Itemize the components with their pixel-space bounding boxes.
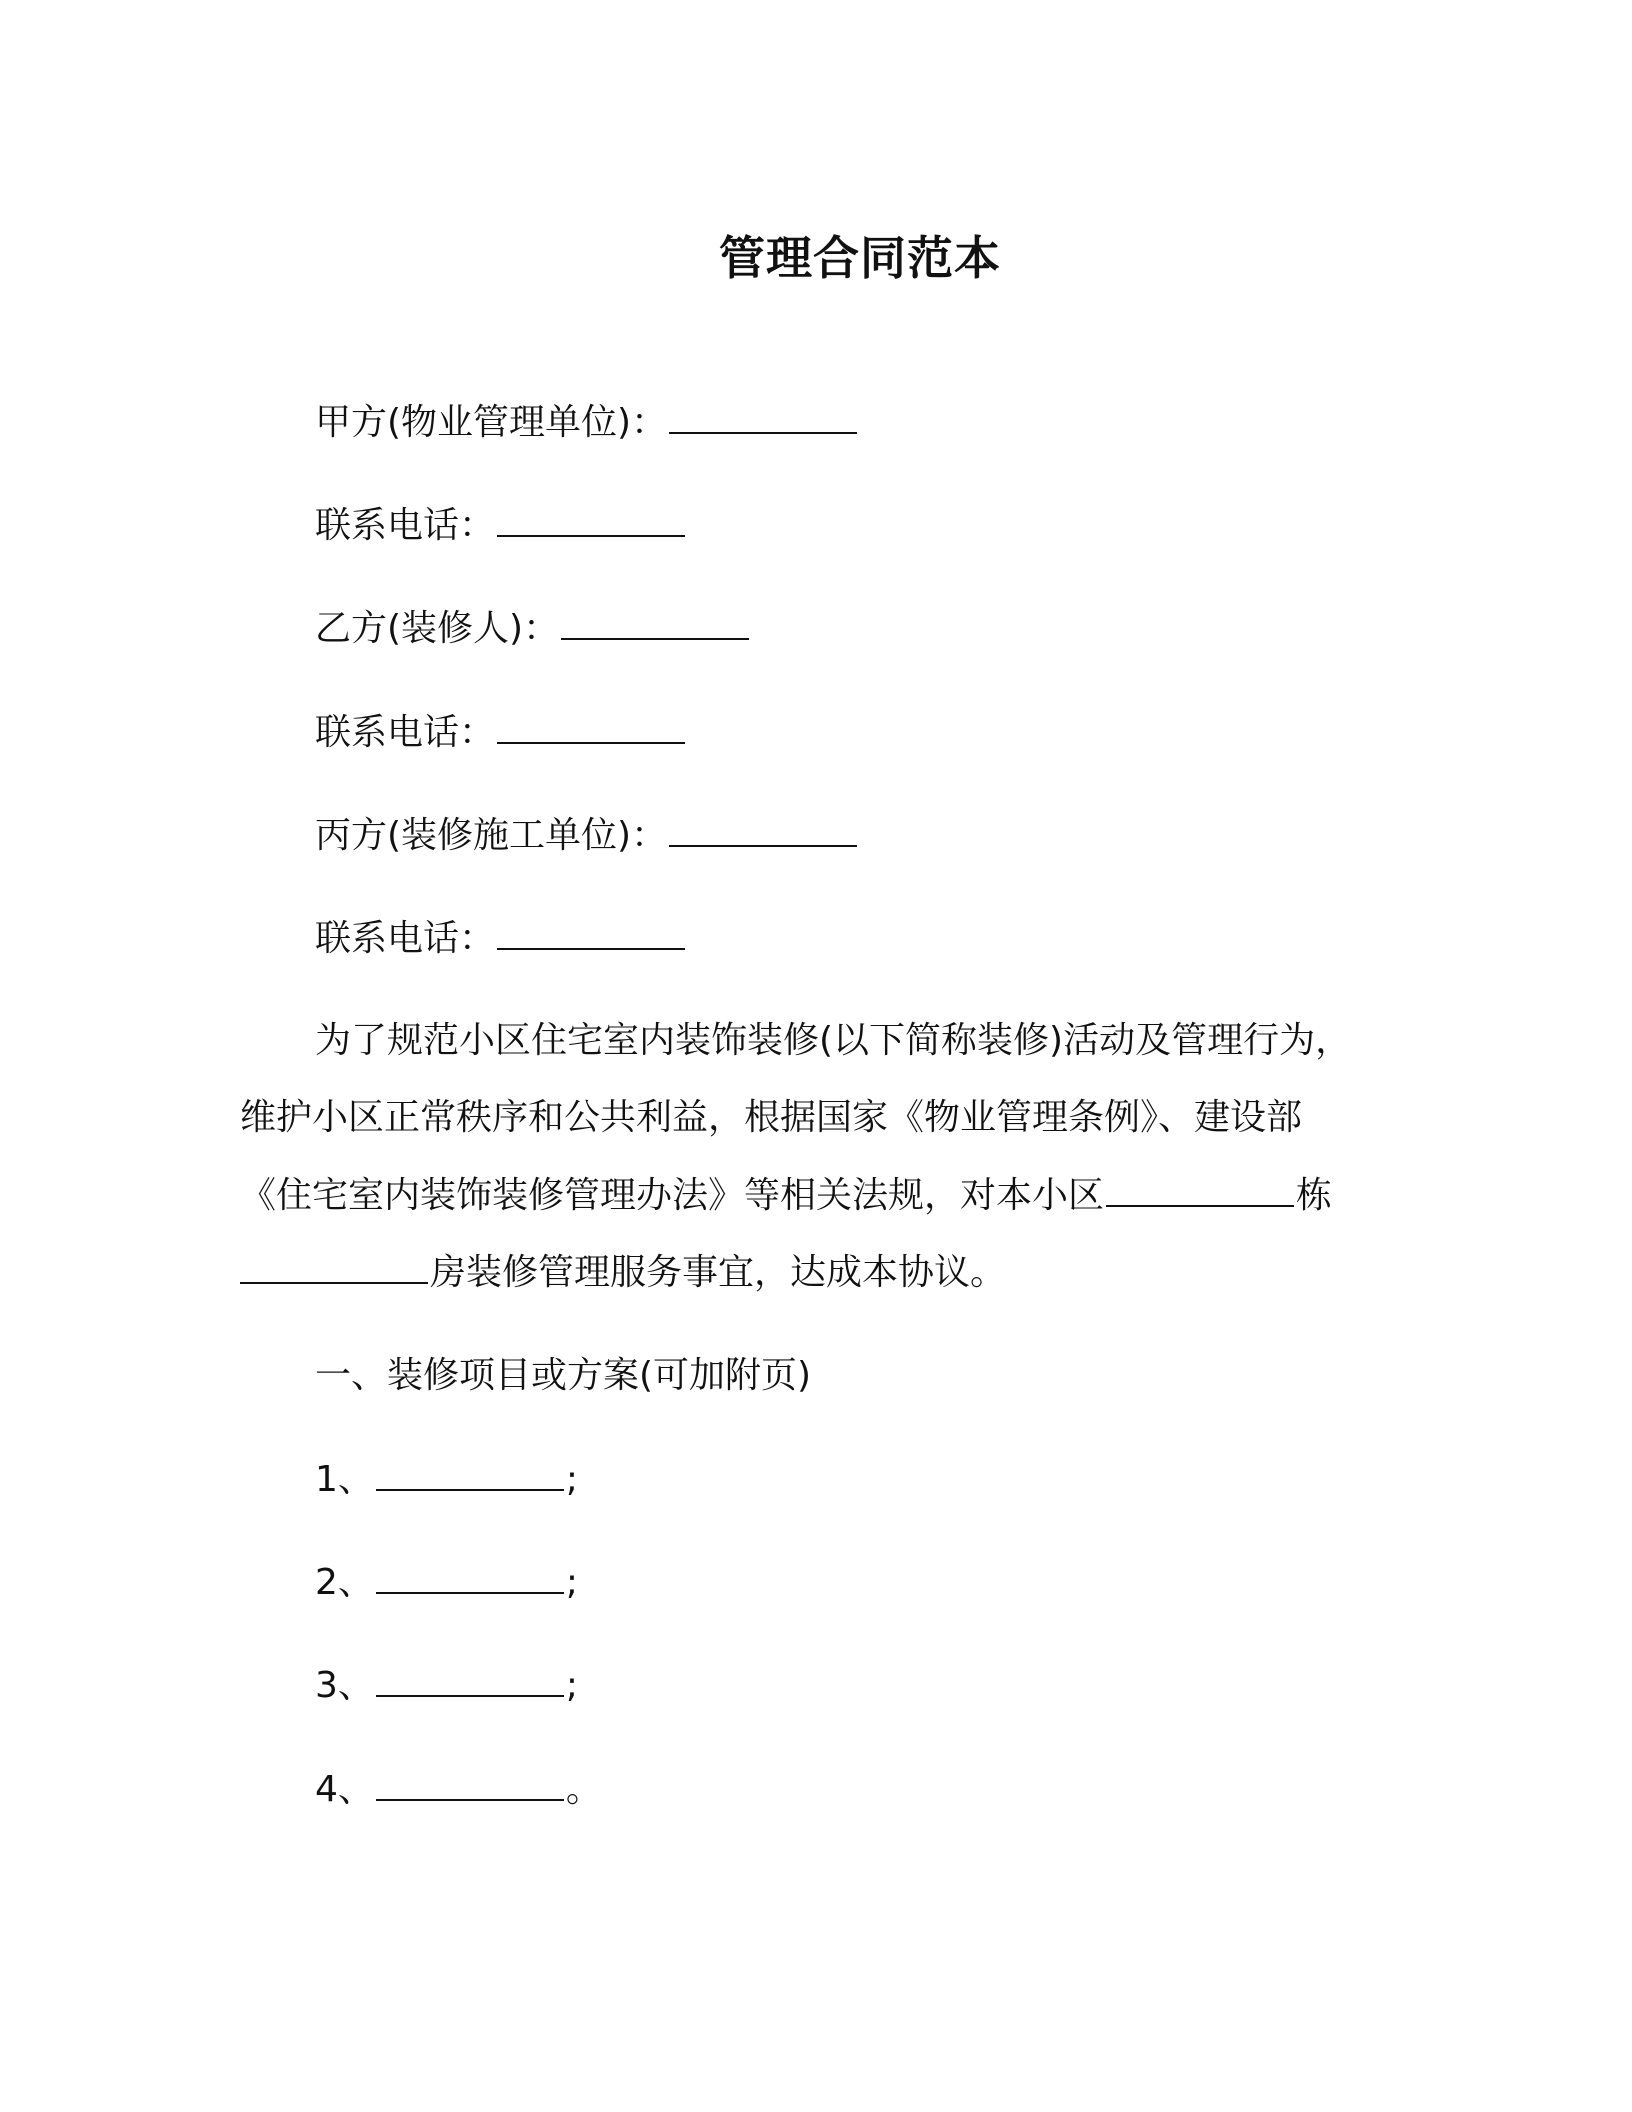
- preamble-line-3-text: 《住宅室内装饰装修管理办法》等相关法规，对本小区: [240, 1175, 1105, 1216]
- party-b-label: 乙方(装修人)：: [315, 608, 560, 649]
- party-a-phone-blank: [497, 501, 685, 537]
- party-c-phone-blank: [497, 914, 685, 950]
- item-blank: [376, 1661, 564, 1697]
- party-c-phone-label: 联系电话：: [315, 918, 496, 959]
- preamble-line-4: [240, 1248, 1006, 1297]
- party-a-label: 甲方(物业管理单位)：: [315, 402, 668, 443]
- item-blank: [376, 1455, 564, 1491]
- item-end: ;: [565, 1459, 579, 1500]
- party-a-phone-label: 联系电话：: [315, 505, 496, 546]
- party-b-phone-line: [315, 708, 687, 757]
- preamble-line-1: 为了规范小区住宅室内装饰装修(以下简称装修)活动及管理行为，: [315, 1020, 1352, 1061]
- party-b-phone-label: 联系电话：: [315, 712, 496, 753]
- party-b-line: [315, 604, 751, 653]
- item-number: 1、: [315, 1459, 374, 1500]
- party-b-blank: [561, 604, 749, 640]
- party-a-blank: [669, 398, 857, 434]
- item-number: 3、: [315, 1665, 374, 1706]
- document-title: 管理合同范本: [719, 231, 1001, 285]
- party-c-blank: [669, 811, 857, 847]
- item-end: 。: [565, 1769, 602, 1810]
- room-blank: [240, 1248, 428, 1284]
- item-blank: [376, 1765, 564, 1801]
- party-c-line: [315, 811, 859, 860]
- section-1-item: [315, 1455, 578, 1504]
- party-a-line: [315, 398, 859, 447]
- party-a-phone-line: [315, 501, 687, 550]
- item-number: 4、: [315, 1769, 374, 1810]
- party-c-phone-line: [315, 914, 687, 963]
- section-1-item: [315, 1661, 578, 1710]
- item-end: ;: [565, 1562, 579, 1603]
- preamble-line-3: [240, 1171, 1332, 1220]
- preamble-line-4-text: 房装修管理服务事宜，达成本协议。: [430, 1252, 1007, 1293]
- preamble-line-2: 维护小区正常秩序和公共利益，根据国家《物业管理条例》、建设部: [240, 1097, 1303, 1138]
- section-1-item: [315, 1765, 602, 1814]
- section-1-heading: 一、装修项目或方案(可加附页): [315, 1355, 812, 1396]
- preamble-building-unit: 栋: [1296, 1175, 1333, 1216]
- item-blank: [376, 1558, 564, 1594]
- building-blank: [1106, 1171, 1294, 1207]
- party-b-phone-blank: [497, 708, 685, 744]
- party-c-label: 丙方(装修施工单位)：: [315, 815, 668, 856]
- item-number: 2、: [315, 1562, 374, 1603]
- item-end: ;: [565, 1665, 579, 1706]
- section-1-item: [315, 1558, 578, 1607]
